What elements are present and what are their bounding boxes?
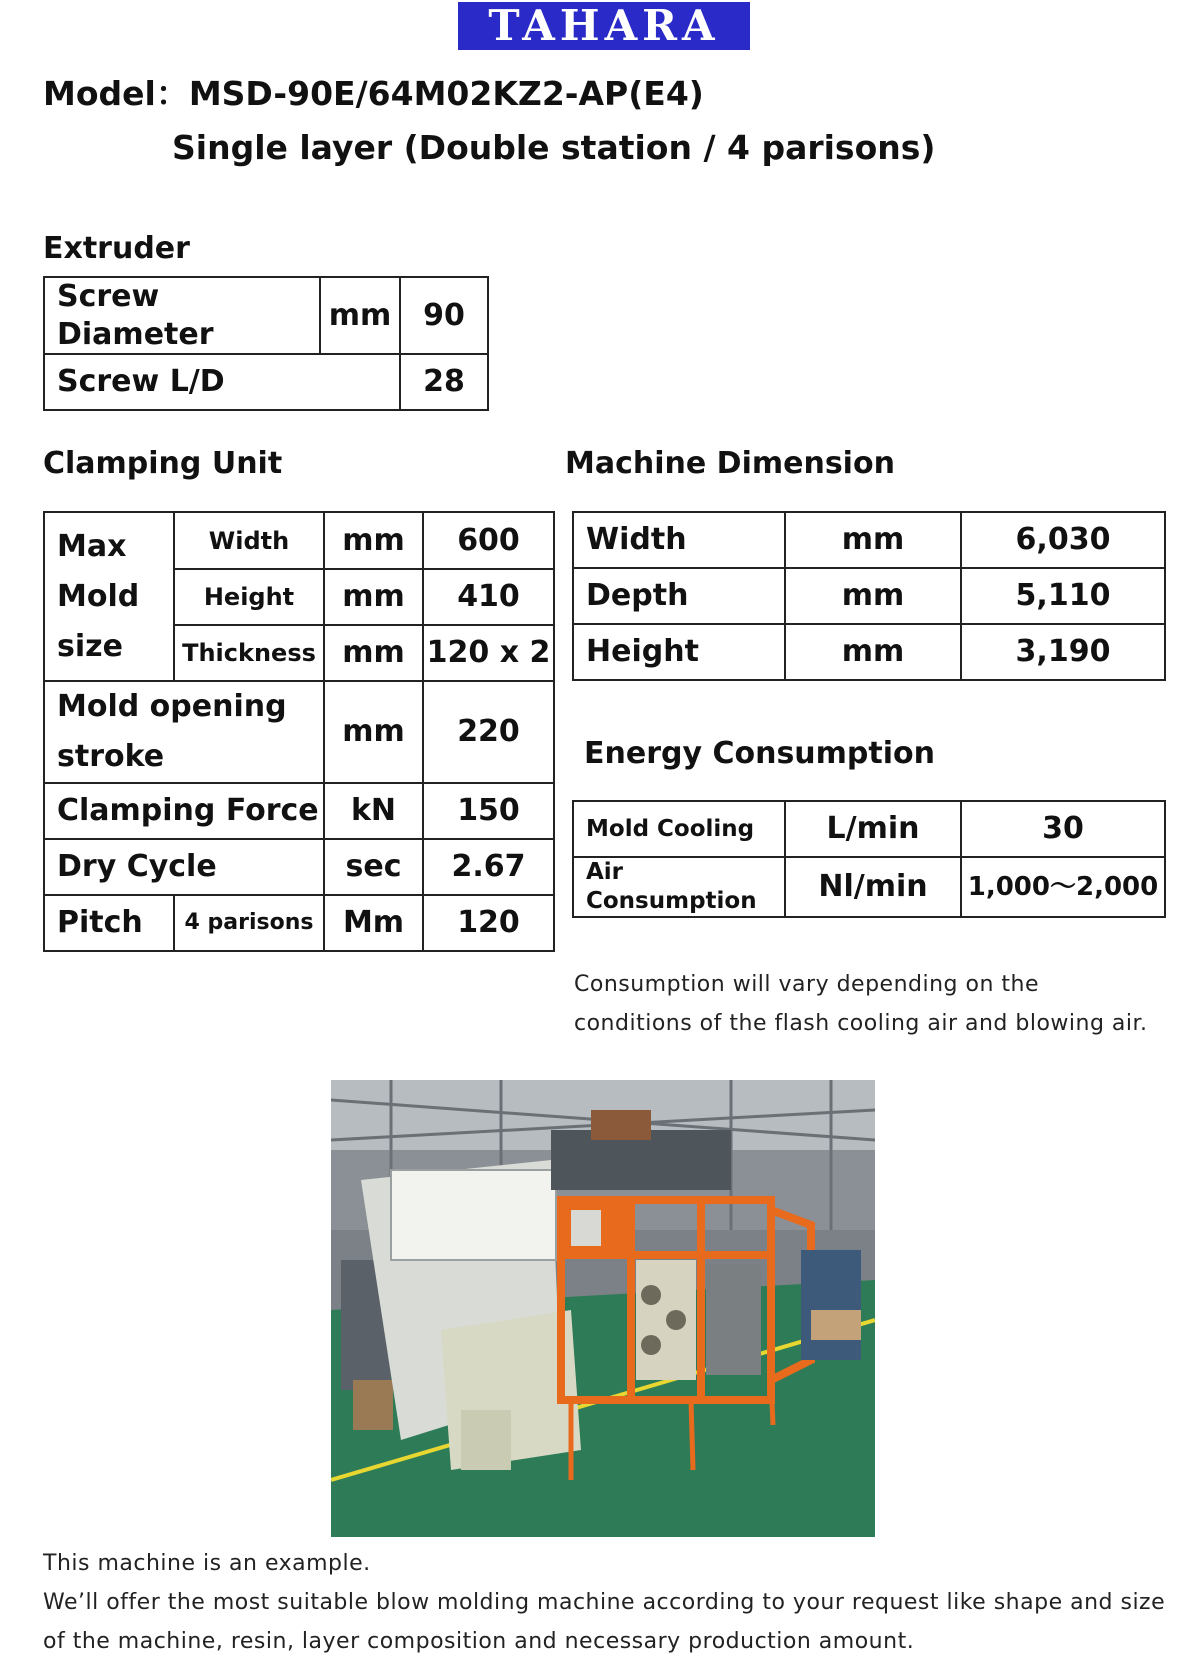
mold-width-unit: mm — [324, 512, 423, 569]
dry-cycle-label: Dry Cycle — [44, 839, 324, 895]
table-row — [573, 568, 1165, 624]
screw-diameter-unit: mm — [320, 277, 400, 354]
table-row — [44, 277, 488, 354]
clamping-force-value: 150 — [423, 783, 554, 839]
mold-height-unit: mm — [324, 569, 423, 625]
extruder-title: Extruder — [43, 231, 190, 266]
energy-table — [572, 800, 1166, 918]
mold-width-value: 600 — [423, 512, 554, 569]
mold-cooling-value: 30 — [961, 801, 1165, 857]
energy-title: Energy Consumption — [584, 736, 935, 771]
mold-opening-label: Mold opening stroke — [44, 681, 324, 783]
mold-opening-value: 220 — [423, 681, 554, 783]
screw-diameter-label: Screw Diameter — [44, 277, 320, 354]
screw-ld-label: Screw L/D — [44, 354, 400, 410]
dimension-title: Machine Dimension — [565, 446, 895, 481]
clamping-force-unit: kN — [324, 783, 423, 839]
mold-thickness-value: 120 x 2 — [423, 625, 554, 681]
consumption-note: Consumption will vary depending on the conditions of the flash cooling air and blowing air. — [574, 972, 1148, 1036]
model-title: Model：MSD-90E/64M02KZ2-AP(E4) — [43, 74, 704, 113]
mold-cooling-label: Mold Cooling — [573, 801, 785, 857]
pitch-sub-label: 4 parisons — [174, 895, 324, 951]
table-row — [44, 895, 554, 951]
air-consumption-value: 1,000～2,000 — [961, 857, 1165, 917]
mold-cooling-unit: L/min — [785, 801, 961, 857]
table-row — [44, 354, 488, 410]
dimension-height-unit: mm — [785, 624, 961, 680]
dimension-height-label: Height — [573, 624, 785, 680]
footer-example-note: This machine is an example. — [43, 1551, 371, 1576]
table-row — [44, 512, 554, 569]
dimension-table — [572, 511, 1166, 681]
clamping-title: Clamping Unit — [43, 446, 283, 481]
dimension-height-value: 3,190 — [961, 624, 1165, 680]
dimension-width-value: 6,030 — [961, 512, 1165, 568]
pitch-value: 120 — [423, 895, 554, 951]
table-row — [44, 681, 554, 783]
clamping-table — [43, 511, 555, 952]
clamping-force-label: Clamping Force — [44, 783, 324, 839]
extruder-table — [43, 276, 489, 411]
logo-text: TAHARA — [488, 1, 720, 50]
dry-cycle-value: 2.67 — [423, 839, 554, 895]
mold-thickness-label: Thickness — [174, 625, 324, 681]
footer-offer-note: We’ll offer the most suitable blow molding machine according to your request like shape and size of the machine, resin, layer composition and necessary production amount. — [43, 1590, 1166, 1654]
mold-opening-unit: mm — [324, 681, 423, 783]
dimension-depth-unit: mm — [785, 568, 961, 624]
air-consumption-unit: Nl/min — [785, 857, 961, 917]
screw-ld-value: 28 — [400, 354, 488, 410]
table-row — [573, 801, 1165, 857]
dimension-depth-value: 5,110 — [961, 568, 1165, 624]
machine-photo — [331, 1080, 875, 1537]
dimension-width-unit: mm — [785, 512, 961, 568]
table-row — [573, 512, 1165, 568]
pitch-unit: Mm — [324, 895, 423, 951]
max-mold-size-label: Max Mold size — [44, 512, 174, 681]
air-consumption-label: Air Consumption — [573, 857, 785, 917]
dimension-depth-label: Depth — [573, 568, 785, 624]
table-row — [44, 839, 554, 895]
pitch-label: Pitch — [44, 895, 174, 951]
table-row — [573, 624, 1165, 680]
mold-width-label: Width — [174, 512, 324, 569]
dry-cycle-unit: sec — [324, 839, 423, 895]
dimension-width-label: Width — [573, 512, 785, 568]
mold-height-value: 410 — [423, 569, 554, 625]
screw-diameter-value: 90 — [400, 277, 488, 354]
mold-thickness-unit: mm — [324, 625, 423, 681]
table-row — [44, 783, 554, 839]
tahara-logo — [458, 2, 750, 50]
model-subtitle: Single layer (Double station / 4 parisons) — [172, 128, 936, 167]
mold-height-label: Height — [174, 569, 324, 625]
table-row — [573, 857, 1165, 917]
